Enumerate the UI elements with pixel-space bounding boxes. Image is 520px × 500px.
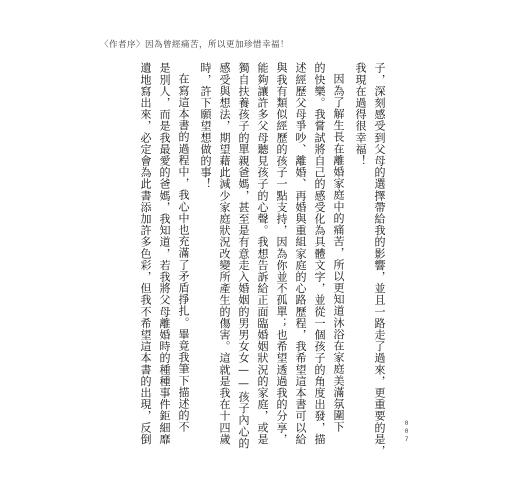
running-header: 〈作者序〉因為曾經痛苦，所以更加珍惜幸福！ (100, 40, 290, 50)
text-column: 因為了解生長在離婚家庭中的痛苦，所以更知道沐浴在家庭美滿氛圍下 (332, 73, 345, 433)
text-column: 遺地寫出來，必定會為此書添加許多色彩，但我不希望這本書的出現，反倒 (139, 62, 152, 445)
text-column: 時，許下願望想做的事！ (199, 62, 212, 190)
text-column: 我現在過得很幸福！ (354, 62, 367, 167)
text-column: 能夠讓許多父母聽見孩子的心聲。我想告訴給正面臨婚姻狀況的家庭，或是 (256, 62, 269, 445)
text-column: 述經歷父母爭吵、離婚、再婚與重組家庭的心路歷程，我希望這本書可以給 (294, 62, 307, 445)
text-column: 的快樂。我嘗試將自己的感受化為具體文字，並從一個孩子的角度出發，描 (313, 62, 326, 445)
text-column: 在寫這本書的過程中，我心中也充滿了矛盾掙扎。畢竟我筆下描述的不 (177, 73, 190, 433)
page-number: 007 (403, 420, 410, 444)
text-column: 感受與想法，期望藉此減少家庭狀況改變所產生的傷害。這就是我在十四歲 (218, 62, 231, 445)
vertical-body-text (126, 62, 388, 457)
text-column: 子，深刻感受到父母的選擇帶給我的影響，並且一路走了過來，更重要的是， (373, 62, 386, 457)
text-column: 與我有類似經歷的孩子一點支持，因為你並不孤單；也希望透過我的分享， (275, 62, 288, 445)
text-column: 獨自扶養孩子的單親爸媽，甚至是有意走入婚姻的男男女女——孩子內心的 (237, 62, 250, 449)
text-column: 是別人，而是我最愛的爸媽，我知道，若我將父母離婚時的種種事件鉅細靡 (158, 62, 171, 445)
